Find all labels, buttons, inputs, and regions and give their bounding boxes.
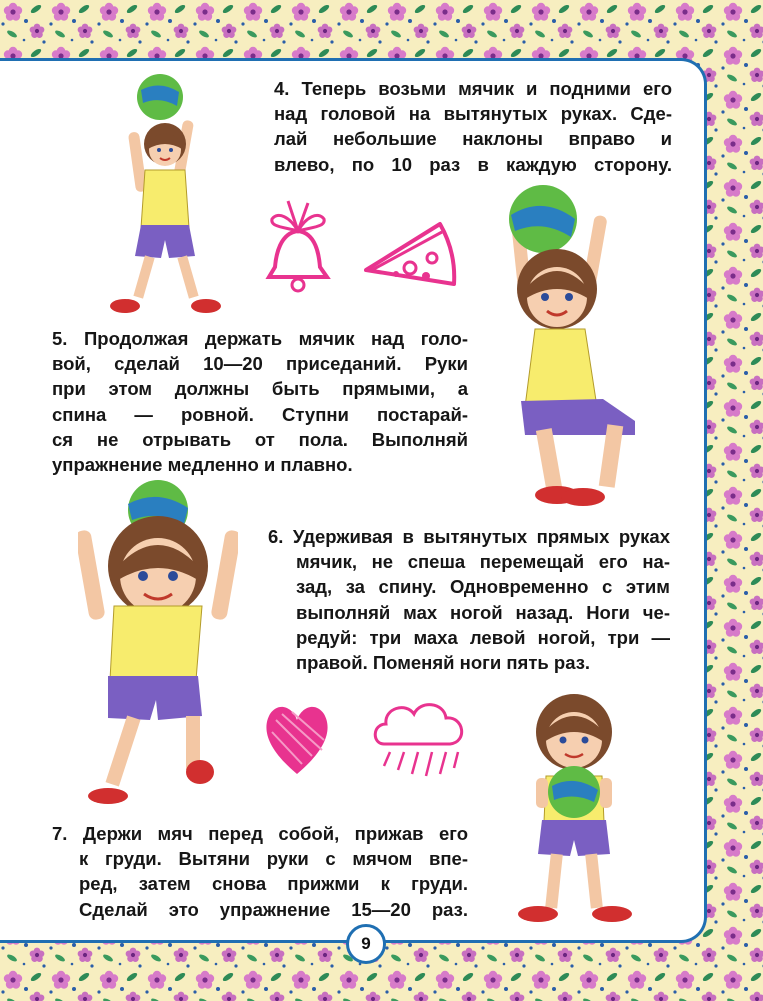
exercise-7-line-4: Сделай это упражнение 15—20 раз. [79, 898, 468, 920]
exercise-7-line-3: ред, затем снова прижми к груди. [79, 873, 468, 895]
exercise-5-line-4: спина — ровной. Ступни постарай- [52, 403, 468, 425]
exercise-4-line-3: лай небольшие наклоны вправо и [274, 128, 672, 150]
girl-squat-illustration [485, 185, 645, 515]
exercise-5-line-3: при этом должны быть прямыми, а [52, 378, 468, 400]
exercise-6-line-2: мячик, не спеша перемещай его на- [296, 551, 670, 573]
bell-doodle [262, 197, 334, 295]
heart-doodle [262, 700, 332, 778]
exercise-5-line-6: упражнение медленно и плавно. [52, 454, 353, 476]
exercise-4-text [274, 76, 672, 177]
exercise-6-line-4: выполняй мах ногой назад. Ноги че- [296, 601, 670, 623]
exercise-7-line-1: 7. Держи мяч перед собой, прижав его [52, 823, 469, 844]
exercise-6-text [268, 524, 670, 675]
exercise-5-text [52, 326, 468, 477]
girl-ball-overhead-illustration [105, 70, 230, 320]
exercise-6-line-6: правой. Поменяй ноги пять раз. [296, 652, 591, 674]
exercise-6-line-1: 6. Удерживая в вытянутых прямых руках [268, 526, 671, 547]
exercise-6-line-5: редуй: три маха левой ногой, три — [296, 626, 670, 648]
exercise-4-line-2: над головой на вытянутых руках. Сде- [274, 103, 672, 125]
exercise-5-line-2: вой, сделай 10—20 приседаний. Руки [52, 353, 468, 375]
exercise-7-text [52, 821, 468, 922]
exercise-4-line-1: 4. Теперь возьми мячик и подними его [274, 78, 672, 99]
pizza-doodle [362, 218, 460, 294]
exercise-7-line-2: к груди. Вытяни руки с мячом впе- [79, 848, 468, 870]
girl-ball-behind-head-illustration [78, 480, 238, 808]
girl-ball-chest-illustration [508, 682, 640, 928]
exercise-5-line-1: 5. Продолжая держать мячик над голо- [52, 328, 468, 349]
exercise-4-line-4: влево, по 10 раз в каждую сторону. [274, 153, 672, 175]
exercise-5-line-5: ся не отрывать от пола. Выполняй [52, 428, 468, 450]
rain-cloud-doodle [370, 690, 470, 790]
exercise-6-line-3: зад, за спину. Одновременно с этим [296, 576, 670, 598]
page-number: 9 [346, 924, 386, 964]
